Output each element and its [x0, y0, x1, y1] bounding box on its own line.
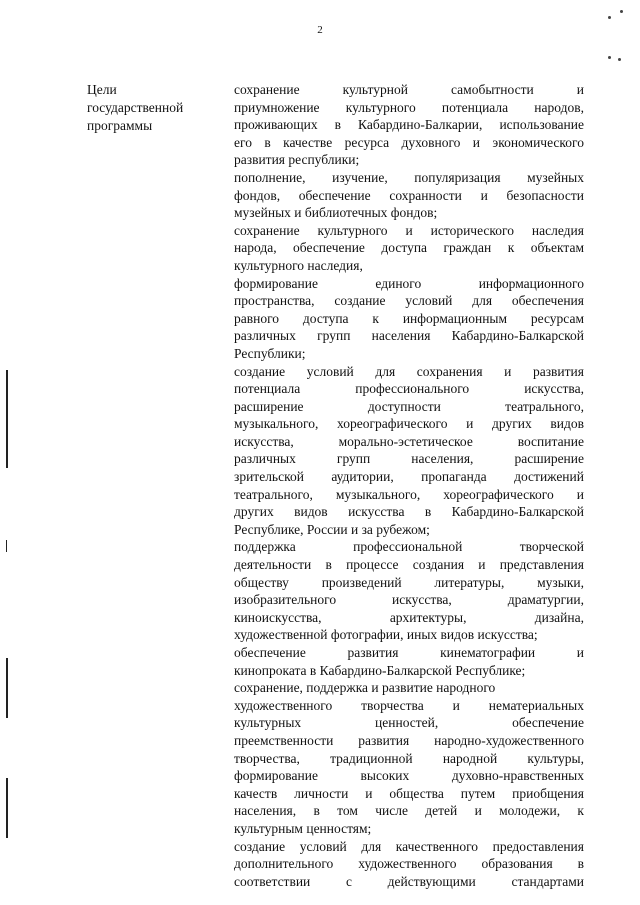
goal-line: различных групп населения, расширение — [234, 451, 584, 467]
goal-line: населения, в том числе детей и молодежи, к — [234, 803, 584, 819]
goal-line: Республики; — [234, 345, 306, 361]
goal-line: художественного творчества и нематериальных — [234, 697, 584, 713]
goal-line: приумножение культурного потенциала народов, — [234, 99, 584, 115]
goal-line: фондов, обеспечение сохранности и безопасности — [234, 187, 584, 203]
goal-line: творчества, традиционной народной культуры, — [234, 750, 584, 766]
section-label-line: Цели — [87, 82, 117, 97]
goal-line: потенциала профессионального искусства, — [234, 381, 584, 397]
goal-line: музейных и библиотечных фондов; — [234, 205, 438, 221]
section-label — [87, 81, 217, 135]
goal-line: его в качестве ресурса духовного и экономического — [234, 134, 584, 150]
goal-line: художественной фотографии, иных видов искусства; — [234, 627, 538, 643]
section-label-line: программы — [87, 118, 153, 133]
goal-line: искусства, морально-эстетическое воспитание — [234, 433, 584, 449]
goal-line: пространства, создание условий для обеспечения — [234, 293, 584, 309]
goal-line: Республике, России и за рубежом; — [234, 521, 430, 537]
goal-line: киноискусства, архитектуры, дизайна, — [234, 609, 584, 625]
goal-line: пополнение, изучение, популяризация музейных — [234, 169, 584, 185]
scan-dot — [618, 58, 621, 61]
page-number: 2 — [317, 24, 323, 36]
goal-line: дополнительного художественного образования в — [234, 856, 584, 872]
scan-dot — [620, 10, 623, 13]
scan-dot — [608, 16, 611, 19]
scan-dot — [608, 56, 611, 59]
goal-line: народа, обеспечение доступа граждан к объектам — [234, 240, 584, 256]
goal-line: культурных ценностей, обеспечение — [234, 715, 584, 731]
section-label-line: государственной — [87, 100, 184, 115]
goal-line: музыкального, хореографического и других видов — [234, 416, 584, 432]
goal-line: обеспечение развития кинематографии и — [234, 645, 584, 660]
goal-line: сохранение, поддержка и развитие народного — [234, 680, 496, 696]
goal-line: соответствии с действующими стандартами — [234, 873, 584, 889]
goal-line: театрального, музыкального, хореографического и — [234, 486, 584, 502]
goal-line: создание условий для сохранения и развития — [234, 363, 584, 379]
goal-line: поддержка профессиональной творческой — [234, 539, 584, 555]
scan-mark — [6, 540, 7, 552]
goal-line: сохранение культурной самобытности и — [234, 82, 584, 97]
goal-line: создание условий для качественного предоставления — [234, 838, 584, 854]
goal-line: зрительской аудитории, пропаганда достижений — [234, 469, 584, 485]
goal-line: расширение доступности театрального, — [234, 398, 584, 414]
goal-line: кинопроката в Кабардино-Балкарской Республике; — [234, 662, 526, 678]
goal-line: качеств личности и общества путем приобщения — [234, 785, 584, 801]
scan-mark — [6, 370, 8, 468]
goal-line: формирование единого информационного — [234, 275, 584, 291]
goal-line: проживающих в Кабардино-Балкарии, использование — [234, 117, 584, 133]
goal-line: преемственности развития народно-художественного — [234, 732, 584, 748]
scan-mark — [6, 778, 8, 838]
goal-line: культурного наследия, — [234, 257, 363, 273]
goal-line: обществу произведений литературы, музыки, — [234, 574, 584, 590]
goal-line: равного доступа к информационным ресурсам — [234, 310, 584, 326]
goal-line: формирование высоких духовно-нравственных — [234, 768, 584, 784]
goal-line: изобразительного искусства, драматургии, — [234, 592, 584, 608]
goal-line: сохранение культурного и исторического наследия — [234, 222, 584, 238]
goal-line: других видов искусства в Кабардино-Балкарской — [234, 504, 584, 520]
goal-line: различных групп населения Кабардино-Балкарской — [234, 328, 584, 344]
goals-text — [234, 81, 584, 890]
goal-line: деятельности в процессе создания и представления — [234, 557, 584, 573]
scan-mark — [6, 658, 8, 718]
goal-line: культурным ценностям; — [234, 820, 372, 836]
goal-line: развития республики; — [234, 152, 360, 168]
